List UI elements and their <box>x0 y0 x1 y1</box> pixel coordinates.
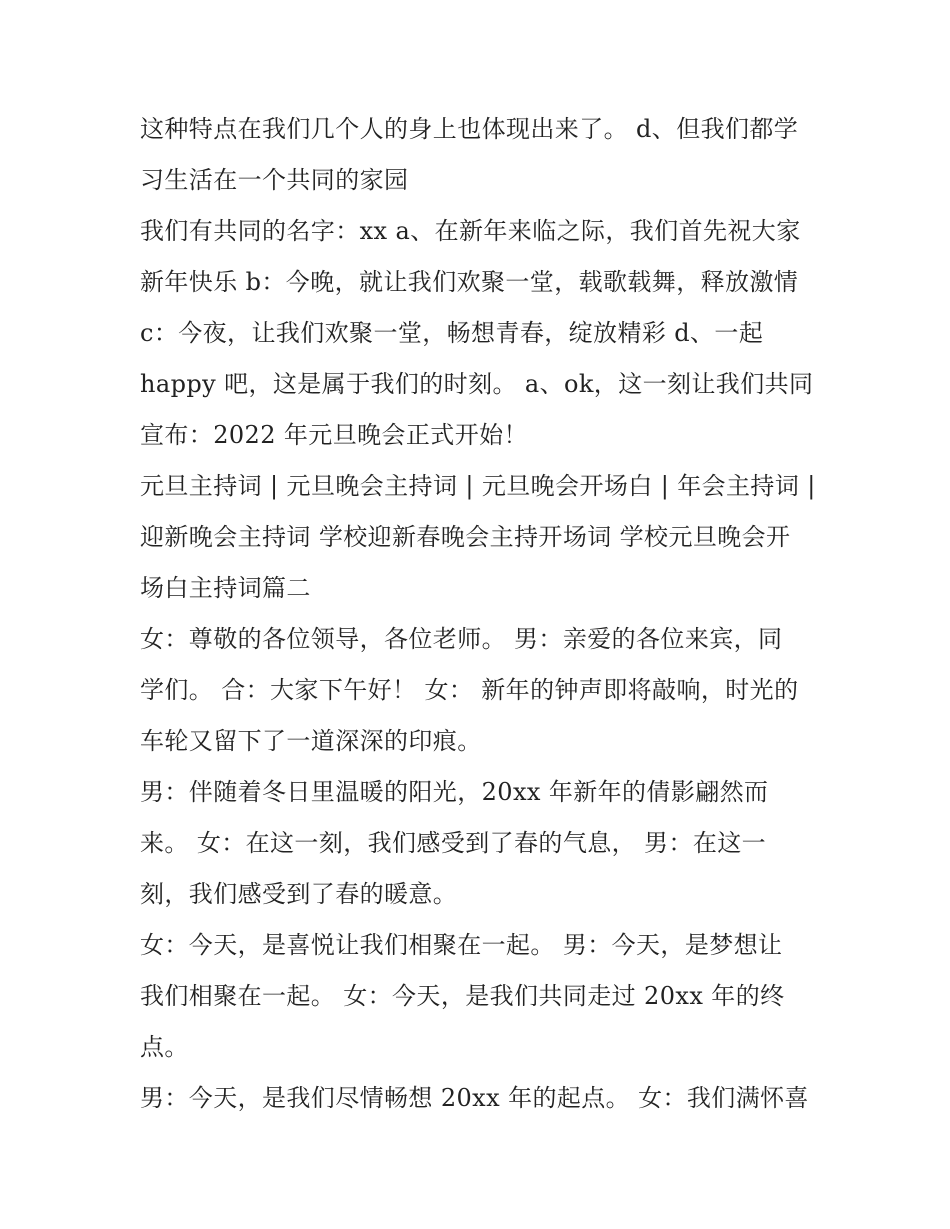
text-line: 场白主持词篇二 <box>140 574 311 602</box>
document-body <box>140 104 820 1124</box>
text-line: 迎新晚会主持词 学校迎新春晚会主持开场词 学校元旦晚会开 <box>140 523 791 551</box>
text-line: 车轮又留下了一道深深的印痕。 <box>140 727 482 755</box>
text-line: c：今夜，让我们欢聚一堂，畅想青春，绽放精彩 d、一起 <box>140 319 764 347</box>
text-line: 点。 <box>140 1033 189 1061</box>
text-line: 这种特点在我们几个人的身上也体现出来了。 d、但我们都学 <box>140 115 799 143</box>
text-line: 来。 女：在这一刻，我们感受到了春的气息， 男：在这一 <box>140 829 767 857</box>
text-line: 男：伴随着冬日里温暖的阳光，20xx 年新年的倩影翩然而 <box>140 778 769 806</box>
text-line: 男：今天，是我们尽情畅想 20xx 年的起点。 女：我们满怀喜 <box>140 1084 809 1112</box>
text-line: 学们。 合：大家下午好！ 女： 新年的钟声即将敲响，时光的 <box>140 676 799 704</box>
text-line: 女：尊敬的各位领导，各位老师。 男：亲爱的各位来宾，同 <box>140 625 783 653</box>
text-line: 我们有共同的名字：xx a、在新年来临之际，我们首先祝大家 <box>140 217 801 245</box>
text-line: happy 吧，这是属于我们的时刻。 a、ok，这一刻让我们共同 <box>140 370 814 398</box>
text-line: 宣布：2022 年元旦晚会正式开始！ <box>140 421 528 449</box>
text-line: 我们相聚在一起。 女：今天，是我们共同走过 20xx 年的终 <box>140 982 785 1010</box>
text-line: 新年快乐 b：今晚，就让我们欢聚一堂，载歌载舞，释放激情 <box>140 268 799 296</box>
text-line: 习生活在一个共同的家园 <box>140 166 409 194</box>
text-line: 刻，我们感受到了春的暖意。 <box>140 880 458 908</box>
text-line: 女：今天，是喜悦让我们相聚在一起。 男：今天，是梦想让 <box>140 931 783 959</box>
text-line: 元旦主持词 | 元旦晚会主持词 | 元旦晚会开场白 | 年会主持词 | <box>140 472 816 500</box>
